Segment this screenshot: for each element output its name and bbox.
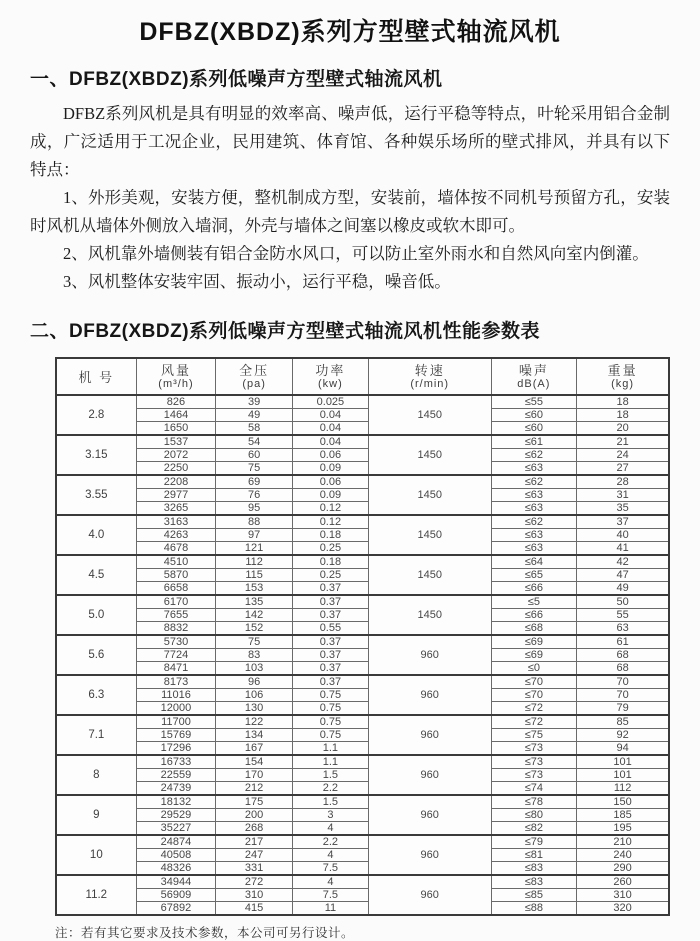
table-row [56,702,669,716]
cell-noise: ≤63 [491,489,577,502]
cell-noise: ≤66 [491,582,577,596]
table-row [56,809,669,822]
cell-power: 0.18 [292,555,368,569]
cell-power: 11 [292,902,368,916]
model-group-10 [56,835,669,875]
cell-flow: 16733 [136,755,216,769]
model-group-6.3 [56,675,669,715]
cell-model: 5.0 [56,595,136,635]
cell-power: 0.04 [292,409,368,422]
cell-weight: 240 [577,849,669,862]
cell-speed: 1450 [368,555,491,595]
cell-flow: 12000 [136,702,216,716]
cell-power: 3 [292,809,368,822]
cell-weight: 79 [577,702,669,716]
cell-pressure: 331 [216,862,293,876]
cell-model: 3.55 [56,475,136,515]
cell-weight: 28 [577,475,669,489]
feature-point-1: 1、外形美观，安装方便，整机制成方型，安装前，墙体按不同机号预留方孔，安装时风机从墙体外侧放入墙洞，外壳与墙体之间塞以橡皮或软木即可。 [30,188,670,235]
cell-weight: 50 [577,595,669,609]
table-row [56,662,669,676]
cell-flow: 22559 [136,769,216,782]
cell-noise: ≤73 [491,769,577,782]
model-group-4.5 [56,555,669,595]
cell-weight: 21 [577,435,669,449]
feature-point-3: 3、风机整体安装牢固、振动小，运行平稳，噪音低。 [63,272,451,291]
cell-pressure: 121 [216,542,293,556]
cell-pressure: 152 [216,622,293,636]
cell-speed: 960 [368,635,491,675]
cell-flow: 4678 [136,542,216,556]
cell-power: 0.09 [292,462,368,476]
cell-noise: ≤63 [491,462,577,476]
col-header-3: 功率 (kw) [292,358,368,395]
cell-speed: 960 [368,835,491,875]
cell-flow: 40508 [136,849,216,862]
cell-noise: ≤85 [491,889,577,902]
cell-flow: 4510 [136,555,216,569]
cell-weight: 94 [577,742,669,756]
cell-speed: 960 [368,755,491,795]
cell-noise: ≤78 [491,795,577,809]
col-header-4: 转速 (r/min) [368,358,491,395]
cell-pressure: 153 [216,582,293,596]
cell-power: 0.37 [292,609,368,622]
cell-noise: ≤0 [491,662,577,676]
table-row [56,502,669,516]
cell-pressure: 122 [216,715,293,729]
cell-weight: 63 [577,622,669,636]
cell-weight: 101 [577,755,669,769]
cell-weight: 49 [577,582,669,596]
cell-flow: 15769 [136,729,216,742]
feature-point-2: 2、风机靠外墙侧装有铝合金防水风口，可以防止室外雨水和自然风向室内倒灌。 [63,244,649,263]
cell-model: 11.2 [56,875,136,915]
cell-power: 4 [292,822,368,836]
cell-pressure: 415 [216,902,293,916]
performance-table [55,357,670,916]
cell-noise: ≤72 [491,702,577,716]
table-row [56,595,669,609]
cell-weight: 70 [577,689,669,702]
cell-flow: 2208 [136,475,216,489]
table-row [56,849,669,862]
cell-noise: ≤62 [491,475,577,489]
table-header-row [56,358,669,395]
cell-power: 0.12 [292,502,368,516]
cell-power: 0.75 [292,702,368,716]
model-group-11.2 [56,875,669,915]
cell-weight: 112 [577,782,669,796]
cell-weight: 85 [577,715,669,729]
table-note: 注：若有其它要求及技术参数，本公司可另行设计。 [55,926,355,940]
cell-flow: 1650 [136,422,216,436]
cell-noise: ≤73 [491,755,577,769]
cell-power: 0.55 [292,622,368,636]
cell-pressure: 268 [216,822,293,836]
cell-weight: 92 [577,729,669,742]
cell-noise: ≤79 [491,835,577,849]
cell-weight: 68 [577,662,669,676]
cell-flow: 1537 [136,435,216,449]
cell-power: 1.5 [292,795,368,809]
model-group-3.15 [56,435,669,475]
cell-weight: 61 [577,635,669,649]
cell-noise: ≤63 [491,529,577,542]
cell-flow: 17296 [136,742,216,756]
cell-model: 7.1 [56,715,136,755]
model-group-4.0 [56,515,669,555]
cell-power: 4 [292,849,368,862]
cell-weight: 37 [577,515,669,529]
table-row [56,782,669,796]
cell-flow: 11700 [136,715,216,729]
cell-noise: ≤65 [491,569,577,582]
cell-pressure: 112 [216,555,293,569]
cell-pressure: 83 [216,649,293,662]
model-group-5.0 [56,595,669,635]
section2-heading: 二、DFBZ(XBDZ)系列低噪声方型壁式轴流风机性能参数表 [30,321,541,342]
cell-flow: 1464 [136,409,216,422]
cell-noise: ≤63 [491,502,577,516]
cell-pressure: 115 [216,569,293,582]
cell-flow: 2977 [136,489,216,502]
cell-speed: 1450 [368,435,491,475]
cell-pressure: 69 [216,475,293,489]
cell-flow: 24874 [136,835,216,849]
cell-noise: ≤5 [491,595,577,609]
cell-weight: 18 [577,395,669,409]
cell-noise: ≤68 [491,622,577,636]
cell-power: 0.37 [292,649,368,662]
cell-pressure: 106 [216,689,293,702]
cell-pressure: 54 [216,435,293,449]
cell-speed: 960 [368,715,491,755]
cell-pressure: 175 [216,795,293,809]
cell-pressure: 95 [216,502,293,516]
cell-noise: ≤63 [491,542,577,556]
table-row [56,835,669,849]
table-row [56,462,669,476]
cell-flow: 5730 [136,635,216,649]
table-row [56,822,669,836]
col-header-2: 全压 (pa) [216,358,293,395]
cell-weight: 101 [577,769,669,782]
table-row [56,582,669,596]
table-row [56,889,669,902]
cell-flow: 8471 [136,662,216,676]
cell-flow: 48326 [136,862,216,876]
table-row [56,555,669,569]
cell-weight: 35 [577,502,669,516]
cell-flow: 35227 [136,822,216,836]
table-row [56,529,669,542]
cell-flow: 8173 [136,675,216,689]
cell-power: 0.06 [292,449,368,462]
cell-power: 1.5 [292,769,368,782]
cell-noise: ≤60 [491,409,577,422]
cell-pressure: 167 [216,742,293,756]
cell-weight: 150 [577,795,669,809]
cell-weight: 310 [577,889,669,902]
cell-power: 0.75 [292,715,368,729]
cell-noise: ≤69 [491,635,577,649]
cell-power: 0.25 [292,542,368,556]
cell-noise: ≤73 [491,742,577,756]
table-row [56,635,669,649]
cell-noise: ≤70 [491,675,577,689]
cell-pressure: 39 [216,395,293,409]
table-row [56,475,669,489]
table-row [56,422,669,436]
cell-flow: 24739 [136,782,216,796]
cell-speed: 1450 [368,515,491,555]
cell-weight: 290 [577,862,669,876]
table-row [56,755,669,769]
table-row [56,742,669,756]
cell-weight: 260 [577,875,669,889]
cell-power: 0.12 [292,515,368,529]
cell-noise: ≤62 [491,449,577,462]
cell-noise: ≤62 [491,515,577,529]
cell-pressure: 49 [216,409,293,422]
table-row [56,769,669,782]
cell-noise: ≤72 [491,715,577,729]
cell-weight: 41 [577,542,669,556]
cell-power: 0.75 [292,729,368,742]
table-row [56,515,669,529]
cell-pressure: 88 [216,515,293,529]
cell-pressure: 58 [216,422,293,436]
intro-paragraph: DFBZ系列风机是具有明显的效率高、噪声低，运行平稳等特点，叶轮采用铝合金制成，广泛适用于工况企业，民用建筑、体育馆、各种娱乐场所的壁式排风，并具有以下特点： [30,104,670,179]
col-header-1: 风量 (m³/h) [136,358,216,395]
cell-power: 2.2 [292,782,368,796]
cell-flow: 6658 [136,582,216,596]
model-group-2.8 [56,395,669,435]
cell-flow: 56909 [136,889,216,902]
table-row [56,542,669,556]
table-row [56,622,669,636]
cell-flow: 8832 [136,622,216,636]
model-group-3.55 [56,475,669,515]
cell-power: 0.37 [292,635,368,649]
cell-power: 0.37 [292,595,368,609]
cell-noise: ≤69 [491,649,577,662]
cell-power: 4 [292,875,368,889]
cell-weight: 24 [577,449,669,462]
cell-noise: ≤60 [491,422,577,436]
model-group-9 [56,795,669,835]
cell-flow: 67892 [136,902,216,916]
cell-weight: 70 [577,675,669,689]
cell-flow: 2250 [136,462,216,476]
cell-pressure: 75 [216,635,293,649]
cell-pressure: 200 [216,809,293,822]
cell-flow: 6170 [136,595,216,609]
table-row [56,795,669,809]
table-row [56,715,669,729]
cell-speed: 1450 [368,475,491,515]
cell-flow: 4263 [136,529,216,542]
model-group-5.6 [56,635,669,675]
table-row [56,875,669,889]
cell-weight: 40 [577,529,669,542]
cell-weight: 210 [577,835,669,849]
table-row [56,449,669,462]
cell-model: 5.6 [56,635,136,675]
cell-model: 3.15 [56,435,136,475]
cell-pressure: 134 [216,729,293,742]
cell-weight: 27 [577,462,669,476]
cell-flow: 3163 [136,515,216,529]
cell-pressure: 103 [216,662,293,676]
cell-power: 0.37 [292,675,368,689]
cell-noise: ≤74 [491,782,577,796]
cell-noise: ≤88 [491,902,577,916]
cell-noise: ≤83 [491,875,577,889]
cell-flow: 18132 [136,795,216,809]
cell-speed: 1450 [368,595,491,635]
cell-speed: 960 [368,795,491,835]
cell-flow: 2072 [136,449,216,462]
cell-weight: 320 [577,902,669,916]
section1-heading: 一、DFBZ(XBDZ)系列低噪声方型壁式轴流风机 [30,69,443,90]
cell-power: 0.75 [292,689,368,702]
cell-model: 6.3 [56,675,136,715]
table-row [56,689,669,702]
cell-weight: 195 [577,822,669,836]
cell-weight: 185 [577,809,669,822]
table-row [56,675,669,689]
cell-flow: 11016 [136,689,216,702]
table-row [56,569,669,582]
table-row [56,395,669,409]
cell-pressure: 310 [216,889,293,902]
cell-pressure: 142 [216,609,293,622]
cell-speed: 1450 [368,395,491,435]
cell-pressure: 154 [216,755,293,769]
cell-weight: 55 [577,609,669,622]
cell-noise: ≤82 [491,822,577,836]
cell-model: 8 [56,755,136,795]
cell-weight: 42 [577,555,669,569]
cell-pressure: 130 [216,702,293,716]
cell-power: 0.37 [292,582,368,596]
model-group-7.1 [56,715,669,755]
cell-speed: 960 [368,675,491,715]
cell-noise: ≤75 [491,729,577,742]
cell-flow: 826 [136,395,216,409]
cell-flow: 7655 [136,609,216,622]
cell-noise: ≤80 [491,809,577,822]
page-title: DFBZ(XBDZ)系列方型壁式轴流风机 [139,18,561,46]
cell-power: 0.04 [292,422,368,436]
cell-pressure: 96 [216,675,293,689]
cell-flow: 7724 [136,649,216,662]
table-row [56,862,669,876]
cell-flow: 29529 [136,809,216,822]
cell-power: 2.2 [292,835,368,849]
cell-noise: ≤81 [491,849,577,862]
cell-power: 7.5 [292,889,368,902]
cell-pressure: 97 [216,529,293,542]
cell-power: 0.37 [292,662,368,676]
cell-pressure: 247 [216,849,293,862]
cell-pressure: 75 [216,462,293,476]
table-row [56,409,669,422]
cell-pressure: 217 [216,835,293,849]
cell-power: 0.18 [292,529,368,542]
cell-pressure: 170 [216,769,293,782]
cell-noise: ≤83 [491,862,577,876]
cell-weight: 20 [577,422,669,436]
table-row [56,609,669,622]
table-row [56,902,669,916]
cell-noise: ≤61 [491,435,577,449]
cell-power: 0.025 [292,395,368,409]
cell-speed: 960 [368,875,491,915]
cell-pressure: 60 [216,449,293,462]
table-row [56,649,669,662]
col-header-0: 机 号 [56,358,136,395]
cell-noise: ≤64 [491,555,577,569]
col-header-5: 噪声 dB(A) [491,358,577,395]
cell-weight: 18 [577,409,669,422]
cell-model: 4.5 [56,555,136,595]
cell-weight: 68 [577,649,669,662]
cell-power: 0.09 [292,489,368,502]
table-row [56,435,669,449]
cell-model: 9 [56,795,136,835]
cell-pressure: 76 [216,489,293,502]
cell-pressure: 272 [216,875,293,889]
cell-power: 7.5 [292,862,368,876]
cell-flow: 34944 [136,875,216,889]
cell-power: 0.04 [292,435,368,449]
cell-flow: 5870 [136,569,216,582]
cell-power: 1.1 [292,755,368,769]
cell-noise: ≤70 [491,689,577,702]
cell-noise: ≤66 [491,609,577,622]
cell-power: 1.1 [292,742,368,756]
table-row [56,489,669,502]
cell-pressure: 212 [216,782,293,796]
col-header-6: 重量 (kg) [577,358,669,395]
cell-noise: ≤55 [491,395,577,409]
cell-model: 10 [56,835,136,875]
table-head [56,358,669,395]
cell-pressure: 135 [216,595,293,609]
cell-flow: 3265 [136,502,216,516]
cell-model: 4.0 [56,515,136,555]
cell-weight: 47 [577,569,669,582]
cell-weight: 31 [577,489,669,502]
table-row [56,729,669,742]
model-group-8 [56,755,669,795]
cell-power: 0.06 [292,475,368,489]
cell-model: 2.8 [56,395,136,435]
cell-power: 0.25 [292,569,368,582]
